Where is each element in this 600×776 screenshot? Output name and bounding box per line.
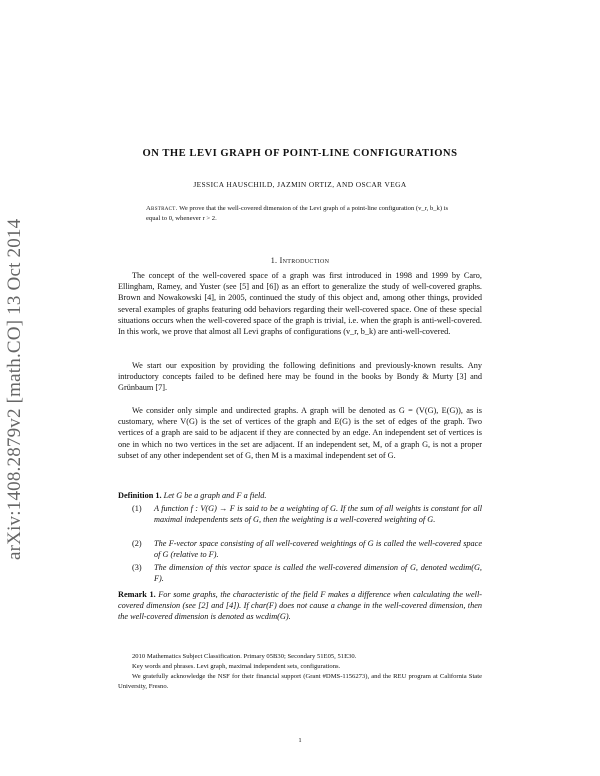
item-number: (1) [132, 504, 142, 513]
definition-item [132, 562, 482, 584]
section-heading: 1. Introduction [270, 256, 330, 265]
abstract-text: We prove that the well-covered dimension of the Levi graph of a point-line configuration (v_r, b_k) is equal to 0, whenever r > 2. [146, 205, 449, 222]
item-text: A function f : V(G) → F is said to be a weighting of G. If the sum of all weights is constant for all maximal independents sets of G, then the weighting is a well-covered weighting of G. [154, 504, 482, 525]
remark-text: For some graphs, the characteristic of the field F makes a difference when calculating the well-covered dimension (see [2] and [4]). If char(F) does not cause a change in the well-covered dimension, then the well-covered dimension is denoted as wcdim(G). [118, 590, 482, 622]
remark-label: Remark 1. [118, 590, 156, 599]
abstract [146, 204, 454, 224]
paragraph-1: The concept of the well-covered space of a graph was first introduced in 1998 and 1999 by Caro, Ellingham, Ramey, and Yuster (see [5] and [6]) as an effort to generalize the study of well-covered graphs. Brown and Nowakowski [4], in 2005, continued the study of this object and, among other things, provided several examples of graphs featuring odd behaviors regarding their well-covered space. One of these special situations occurs when the well-covered space of the graph is trivial, i.e. when the graph is anti-well-covered. In this work, we prove that almost all Levi graphs of configurations (v_r, b_k) are anti-well-covered. [118, 271, 482, 337]
item-text: The dimension of this vector space is called the well-covered dimension of G, denoted wcdim(G, F). [154, 563, 482, 584]
arxiv-stamp: arXiv:1408.2879v2 [math.CO] 13 Oct 2014 [4, 218, 25, 560]
paragraph-3: We consider only simple and undirected graphs. A graph will be denoted as G = (V(G), E(G)), as is customary, where V(G) is the set of vertices of the graph and E(G) is the set of edges of the graph. Two vertices of a graph are said to be adjacent if they are connected by an edge. An independent set of vertices is one in which no two vertices in the set are adjacent. If an independent set, M, of a graph G, is not a proper subset of any other independent set of G, then M is a maximal independent set of G. [118, 406, 482, 460]
definition [118, 490, 482, 501]
definition-intro: Let G be a graph and F a field. [163, 491, 267, 500]
definition-item [132, 538, 482, 560]
paper-title: ON THE LEVI GRAPH OF POINT-LINE CONFIGURATIONS [142, 148, 458, 159]
footnote-acknowledgment: We gratefully acknowledge the NSF for their financial support (Grant #DMS-1156273), and the REU program at California State University, Fresno. [118, 673, 482, 690]
definition-label: Definition 1. [118, 491, 162, 500]
page-number: 1 [298, 737, 302, 744]
footnote-msc: 2010 Mathematics Subject Classification. Primary 05B30; Secondary 51E05, 51E30. [132, 653, 357, 660]
remark [118, 589, 482, 623]
paragraph-2: We start our exposition by providing the following definitions and previously-known results. Any introductory concepts failed to be defined here may be found in the books by Bondy & Murty [3] and Grünbaum [7]. [118, 361, 482, 393]
item-number: (3) [132, 563, 142, 572]
paper-authors: JESSICA HAUSCHILD, JAZMIN ORTIZ, AND OSCAR VEGA [193, 180, 407, 189]
abstract-label: Abstract. [146, 205, 178, 212]
definition-item [132, 503, 482, 525]
item-text: The F-vector space consisting of all well-covered weightings of G is called the well-covered space of G (relative to F). [154, 539, 482, 560]
item-number: (2) [132, 539, 142, 548]
footnote-keywords: Key words and phrases. Levi graph, maximal independent sets, configurations. [132, 663, 341, 670]
